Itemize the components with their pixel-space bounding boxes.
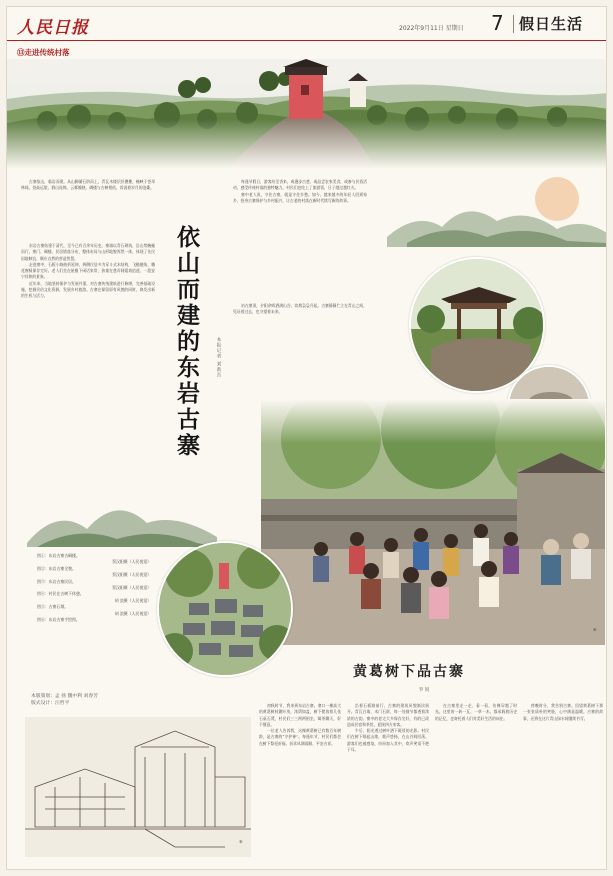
article1-col1 — [21, 179, 155, 239]
caption-photographer: 蔡汉阳摄（人民视觉） — [112, 585, 151, 591]
newspaper-logo: 人民日报 — [17, 18, 89, 38]
article2-col1 — [259, 703, 341, 865]
article1-paragraph: 东岩古寨始建于清代，至今已有百余年历史。寨墙以青石砌筑，沿山势蜿蜒而行，寨门、碉楼、民居错落分布，整体布局与山形地貌浑然一体，体现了先民因地制宜、顺应自然的营造智慧。 — [21, 243, 155, 261]
article2-col4 — [523, 703, 603, 865]
ink-mountain-decoration — [387, 177, 607, 247]
photo-villagers-under-tree — [261, 399, 605, 645]
caption-photographer: 蔡汉阳摄（人民视觉） — [112, 559, 151, 565]
page-credit — [31, 693, 98, 707]
caption-photographer: 胡 浪摄（人民视觉） — [114, 597, 151, 603]
article1-paragraph: 每逢节假日，游客纷至沓来，或漫步古巷，或品尝农家美食，或参与民俗活动，感受传统村落的独特魅力。村民们也吃上了旅游饭，日子越过越红火。 — [233, 179, 367, 191]
article2-paragraph: 沿着石板路前行，古寨的建筑风貌渐次展开。青瓦白墙，木门石阶，每一处细节都透着浓浓的古韵。寨中的老宅大多保存完好，有的已改造成民宿和茶馆，迎接四方来客。 — [347, 703, 429, 727]
credit-planning: 本版策划：孟 扬 魏中利 刘春芳 — [31, 694, 98, 699]
caption-photographer: 蔡汉阳摄（人民视觉） — [112, 572, 151, 578]
article2-title: 黄葛树下品古寨 — [353, 664, 465, 680]
article1-paragraph: 古寨依山，临岩而建。从山脚循石阶而上，青瓦木楼层层叠叠，掩映于苍翠林间。登高远望，群山连绵，云雾缭绕，碉楼与古树相依，诉说着岁月的沧桑。 — [21, 179, 155, 191]
photo-number-6: ⑥ — [239, 839, 243, 844]
caption-item: 图⑥：东岩古寨手绘图。 — [37, 617, 80, 623]
article2-paragraph: 初秋时节，我来到东岩古寨。寨口一棵高大的黄葛树枝繁叶茂，浓荫如盖，树下摆放着几张石桌石凳，村民们三三两两围坐，喝茶聊天，好不惬意。 — [259, 703, 341, 727]
article1-paragraph: 近年来，当地坚持保护与发展并重，对古寨传统建筑进行修缮，完善基础设施，挖掘民俗文化资源，发展乡村旅游。古寨在保留原有风貌的同时，焕发出新的生机与活力。 — [21, 280, 155, 299]
masthead-divider — [513, 15, 514, 33]
column-tag: ⑬走进传统村落 — [17, 48, 70, 57]
caption-photographer: 胡 浪摄（人民视觉） — [114, 610, 151, 616]
photo-circle-village-aerial — [157, 541, 293, 677]
masthead — [7, 7, 607, 41]
article1-title: 依山而建的东岩古寨 — [173, 225, 200, 459]
photo-number-4: ④ — [593, 627, 597, 632]
article2-col2 — [347, 703, 429, 865]
hero-landscape-photo — [7, 59, 607, 169]
article1-col3 — [233, 303, 367, 403]
newspaper-page — [6, 6, 607, 870]
article2-paragraph: 傍晚时分，我告别古寨。回望黄葛树下那一张张质朴的笑脸，心中满是温暖。古寨的故事，还将在这片青山绿水间继续书写。 — [523, 703, 603, 721]
credit-design: 版式设计：汪哲平 — [31, 701, 70, 706]
caption-item: 图①：东岩古寨古碉楼。 — [37, 553, 80, 558]
illustration-village-sketch — [25, 717, 251, 857]
caption-item: 图④：村民在古树下休憩。 — [37, 591, 84, 597]
issue-date: 2022年9月11日 星期日 — [399, 25, 464, 32]
photo-captions — [37, 553, 155, 623]
article2-paragraph: 一位老人告诉我，这棵黄葛树已有数百年树龄，是古寨的“守护神”。每逢年节，村民们都会在树下祭祀祈福，祈求风调雨顺、平安吉祥。 — [259, 728, 341, 746]
caption-item: 图⑤：古寨石墩。 — [37, 604, 69, 610]
caption-item: 图③：东岩古寨民居。 — [37, 578, 76, 584]
article2-paragraph: 午后，阳光透过树叶洒下斑驳的光影。村民们在树下唱起山歌，歌声悠扬，在山谷间回荡。游客们也被感染，纷纷加入其中，欢声笑语不绝于耳。 — [347, 728, 429, 753]
article1-col2 — [233, 179, 367, 299]
article1-byline: 本报记者 刘新吾 — [216, 337, 221, 378]
caption-item: 图②：东岩古寨全貌。 — [37, 565, 76, 571]
page-section-title: 假日生活 — [519, 15, 584, 33]
ink-mountain-decoration-left — [27, 487, 217, 547]
article1-paragraph: 寨中老人说，守住古寨，就是守住乡愁。如今，越来越多的年轻人回到家乡，投身古寨保护与乡村振兴，让古老的村落在新时代续写新的故事。 — [233, 191, 367, 203]
article2-byline: 罗 锐 — [419, 688, 430, 693]
article2-paragraph: 在古寨里走一走、看一看，仿佛穿越了时光。这里的一砖一瓦、一草一木，都承载着历史的记忆，也寄托着人们对美好生活的向往。 — [435, 703, 517, 721]
article1-col1b — [21, 243, 155, 483]
article2-col3 — [435, 703, 517, 865]
article1-paragraph: 走进寨中，石板小路曲折延伸，两侧民居多为穿斗式木结构，飞檐翘角，雕花窗棂保存完好。老人们坐在屋檐下闲话家常，孩童在巷弄间嬉戏追逐，一派安宁祥和的景象。 — [21, 261, 155, 280]
page-number: 7 — [491, 11, 504, 35]
article1-paragraph: 站在寨顶，夕阳余晖洒满山谷，炊烟袅袅升起。古寨静静伫立在青山之间，见证着过去，也守望着未来。 — [233, 303, 367, 315]
